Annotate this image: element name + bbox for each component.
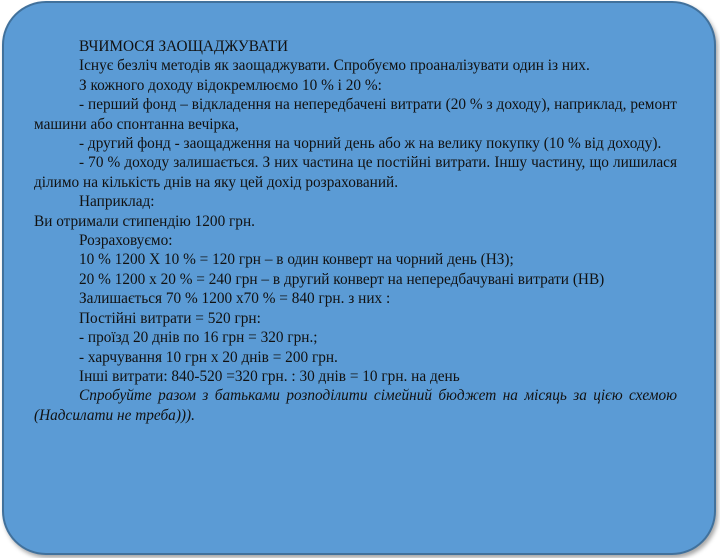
body-paragraph: - харчування 10 грн х 20 днів = 200 грн. [79,348,338,366]
body-paragraph: Існує безліч методів як заощаджувати. Спробуємо проаналізувати один із них. [79,57,590,75]
body-paragraph: Наприклад: [79,193,155,211]
body-paragraph: Ви отримали стипендію 1200 грн. [34,212,255,230]
card-body [34,56,677,425]
body-paragraph: Залишається 70 % 1200 х70 % = 840 грн. з них : [79,290,391,308]
body-paragraph: 20 % 1200 х 20 % = 240 грн – в другий конверт на непередбачувані витрати (НВ) [79,270,605,288]
body-paragraph: 10 % 1200 Х 10 % = 120 грн – в один конверт на чорний день (НЗ); [79,251,514,269]
body-paragraph: Спробуйте разом з батьками розподілити сімейний бюджет на місяць за цією схемою (Надсилати не треба))). [34,387,677,424]
body-paragraph: Постійні витрати = 520 грн: [79,309,261,327]
body-paragraph: - другий фонд - заощадження на чорний день або ж на велику покупку (10 % від доходу). [79,135,662,153]
body-paragraph: Інші витрати: 840-520 =320 грн. : 30 днів = 10 грн. на день [79,367,460,385]
body-paragraph: Розраховуємо: [79,232,173,250]
body-paragraph: З кожного доходу відокремлюємо 10 % і 20 %: [79,76,382,94]
body-paragraph: - 70 % доходу залишається. З них частина це постійні витрати. Іншу частину, що лишилася ділимо на кількість днів на яку цей дохід розрахований. [34,154,677,191]
body-paragraph: - перший фонд – відкладення на непередбачені витрати (20 % з доходу), наприклад, ремонт машини або спонтанна вечірка, [34,96,677,133]
body-paragraph: - проїзд 20 днів по 16 грн = 320 грн.; [79,329,318,347]
card-title: ВЧИМОСЯ ЗАОЩАДЖУВАТИ [79,38,289,55]
info-card [2,1,716,555]
